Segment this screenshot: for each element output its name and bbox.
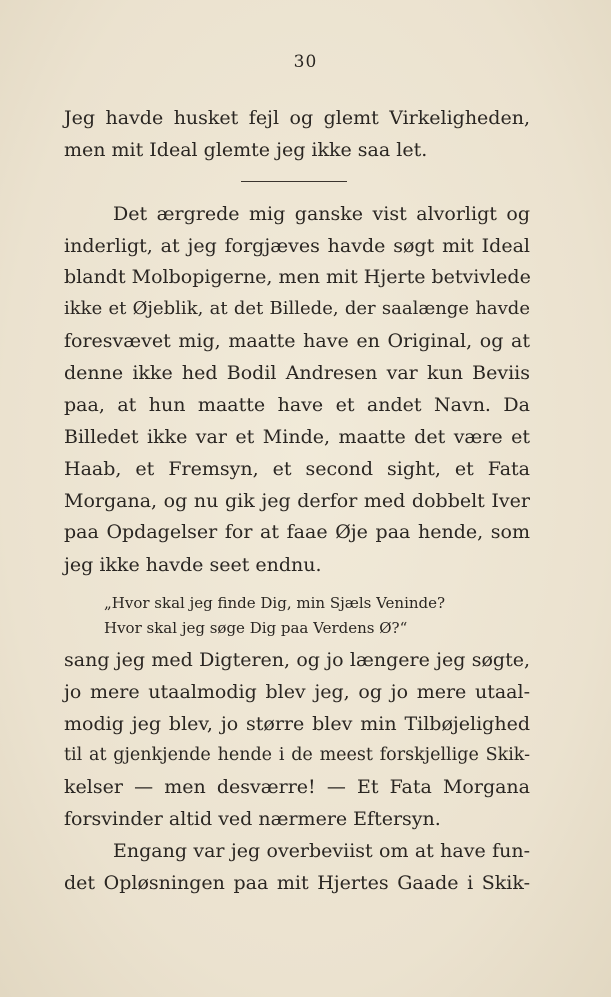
text-line: paa Opdagelser for at faae Øje paa hende, som [64,521,530,543]
text-line: Jeg havde husket fejl og glemt Virkeligheden, [64,107,530,129]
text-line: jo mere utaalmodig blev jeg, og jo mere utaal- [64,681,530,703]
text-line: ikke et Øjeblik, at det Billede, der saalænge havde [64,298,530,319]
text-line: inderligt, at jeg forgjæves havde søgt mit Ideal [64,235,530,257]
quote-line: Hvor skal jeg søge Dig paa Verdens Ø?“ [104,619,408,637]
text-line: Morgana, og nu gik jeg derfor med dobbelt Iver [64,490,530,512]
text-line: forsvinder altid ved nærmere Eftersyn. [64,808,441,830]
text-line: kelser — men desværre! — Et Fata Morgana [64,776,530,798]
text-line: Haab, et Fremsyn, et second sight, et Fata [64,458,530,480]
text-line: sang jeg med Digteren, og jo længere jeg søgte, [64,649,530,671]
text-line: foresvævet mig, maatte have en Original, og at [64,330,530,352]
text-line: modig jeg blev, jo større blev min Tilbøjelighed [64,713,530,735]
text-line: til at gjenkjende hende i de meest forskjellige Skik- [64,745,530,765]
text-line: paa, at hun maatte have et andet Navn. Da [64,394,530,416]
text-line: Billedet ikke var et Minde, maatte det være et [64,426,530,448]
page-number: 30 [293,52,318,72]
text-line: denne ikke hed Bodil Andresen var kun Beviis [64,362,530,384]
text-line: Det ærgrede mig ganske vist alvorligt og [113,203,530,225]
quote-line: „Hvor skal jeg finde Dig, min Sjæls Veninde? [104,594,446,612]
text-line: det Opløsningen paa mit Hjertes Gaade i Skik- [64,872,530,894]
text-line: jeg ikke havde seet endnu. [64,554,322,576]
section-divider [241,181,347,182]
text-line: men mit Ideal glemte jeg ikke saa let. [64,139,428,161]
text-line: Engang var jeg overbeviist om at have fun- [113,840,530,862]
text-line: blandt Molbopigerne, men mit Hjerte betvivlede [64,266,531,288]
